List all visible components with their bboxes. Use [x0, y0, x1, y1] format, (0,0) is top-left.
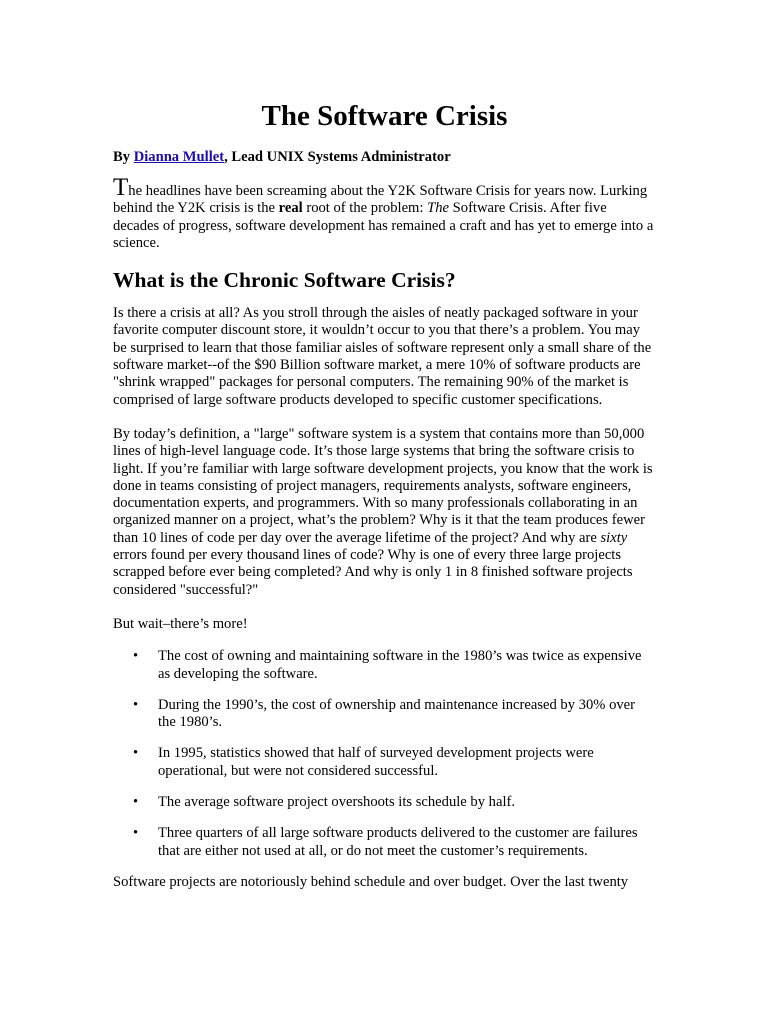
paragraph-but-wait: But wait–there’s more! [113, 615, 248, 632]
paragraph-large-systems [113, 426, 656, 599]
intro-text-2: root of the problem: [302, 200, 428, 217]
byline-suffix: , Lead UNIX Systems Administrator [224, 149, 451, 165]
statistics-list [113, 648, 656, 860]
list-item-text: Three quarters of all large software products delivered to the customer are failures that are either not used at all, or do not meet the customer’s requirements. [158, 825, 638, 859]
intro-bold-real: real [278, 200, 303, 217]
bullet-icon: • [133, 648, 139, 665]
italic-sixty: sixty [600, 529, 628, 546]
list-item [133, 825, 656, 860]
paragraph-large-systems-text-2: errors found per every thousand lines of code? Why is one of every three large projects scrapped before ever being completed? And why is only 1 in 8 finished software projects considered "successful?" [113, 547, 633, 598]
list-item-text: During the 1990’s, the cost of ownership and maintenance increased by 30% over the 1980’s. [158, 696, 635, 731]
intro-text-1: he headlines have been screaming about the Y2K Software Crisis for years now. Lurking behind the Y2K crisis is the [113, 183, 648, 217]
author-link[interactable]: Dianna Mullet [133, 149, 225, 165]
drop-cap: T [113, 174, 129, 201]
bullet-icon: • [133, 825, 139, 842]
bullet-icon: • [133, 745, 139, 762]
list-item-text: The average software project overshoots its schedule by half. [158, 794, 516, 811]
paragraph-closing: Software projects are notoriously behind schedule and over budget. Over the last twenty [113, 873, 629, 890]
list-item [133, 745, 656, 780]
list-item [133, 696, 656, 732]
intro-paragraph [113, 174, 656, 252]
bullet-icon: • [133, 794, 139, 811]
paragraph-large-systems-text-1: By today’s definition, a "large" software system is a system that contains more than 50,000 lines of high-level language code. It’s those large systems that bring the software crisis to light. If you’re familiar with large software development projects, you know that the work is done in teams consisting of project managers, requirements analysts, software engineers, documentation experts, and programmers. With so many professionals collaborating in an organized manner on a project, what’s the problem? Why is it that the team produces fewer than 10 lines of code per day over the average lifetime of the project? And why are [113, 425, 653, 546]
intro-italic-the: The [427, 200, 450, 217]
paragraph-market: Is there a crisis at all? As you stroll through the aisles of neatly packaged software in your favorite computer discount store, it wouldn’t occur to you that there’s a problem. You may be surprised to learn that those familiar aisles of software represent only a small share of the software market--of the $90 Billion software market, a mere 10% of software products are "shrink wrapped" packages for personal computers. The remaining 90% of the market is comprised of large software products developed to specific customer specifications. [113, 305, 652, 408]
byline-prefix: By [113, 149, 134, 165]
list-item [133, 794, 656, 811]
list-item [133, 648, 656, 683]
page-title: The Software Crisis [261, 100, 508, 132]
list-item-text: The cost of owning and maintaining software in the 1980’s was twice as expensive as developing the software. [158, 648, 642, 682]
intro-text-3: Software Crisis. After five decades of progress, software development has remained a craft and has yet to emerge into a science. [113, 200, 654, 251]
byline [113, 148, 656, 166]
list-item-text: In 1995, statistics showed that half of surveyed development projects were operational, but were not considered successful. [158, 745, 594, 779]
section-heading: What is the Chronic Software Crisis? [113, 268, 456, 293]
bullet-icon: • [133, 696, 139, 713]
